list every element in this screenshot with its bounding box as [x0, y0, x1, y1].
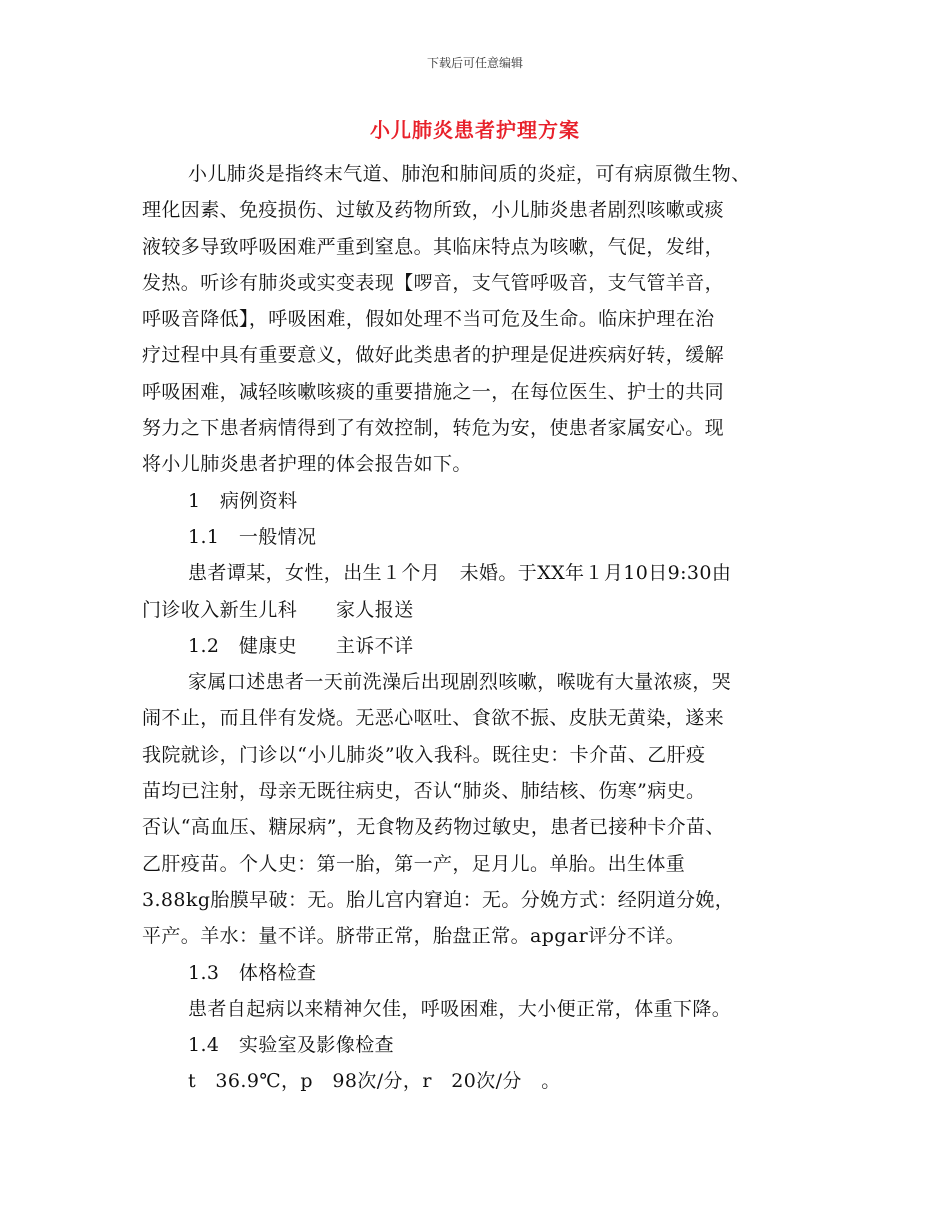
page-header: 下载后可任意编辑 — [426, 56, 523, 70]
intro-paragraph — [142, 156, 814, 483]
section-heading-1: 1 病例资料 — [188, 489, 298, 512]
text-line: 平产。羊水：量不详。脐带正常，胎盘正常。apgar评分不详。 — [142, 925, 686, 948]
section-heading-1-4: 1.4 实验室及影像检查 — [188, 1034, 395, 1057]
section-heading-1-2: 1.2 健康史 主诉不详 — [188, 634, 414, 657]
text-line: 否认“高血压、糖尿病”，无食物及药物过敏史，患者已接种卡介苗、 — [142, 816, 725, 839]
exam-paragraph: 患者自起病以来精神欠佳，呼吸困难，大小便正常，体重下降。 — [188, 997, 732, 1020]
document-body — [142, 156, 814, 1100]
text-line: 疗过程中具有重要意义，做好此类患者的护理是促进疾病好转，缓解 — [142, 344, 725, 367]
vitals-paragraph: t 36.9℃，p 98次/分，r 20次/分 。 — [188, 1070, 561, 1093]
text-line: 3.88kg胎膜早破：无。胎儿宫内窘迫：无。分娩方式：经阴道分娩， — [142, 888, 735, 911]
text-line: 呼吸音降低】，呼吸困难，假如处理不当可危及生命。临床护理在治 — [142, 308, 715, 331]
document-title: 小儿肺炎患者护理方案 — [370, 118, 580, 142]
text-line: 理化因素、免疫损伤、过敏及药物所致，小儿肺炎患者剧烈咳嗽或痰 — [142, 199, 725, 222]
text-line: 努力之下患者病情得到了有效控制，转危为安，使患者家属安心。现 — [142, 417, 725, 440]
general-paragraph — [142, 555, 814, 628]
text-line: 液较多导致呼吸困难严重到窒息。其临床特点为咳嗽，气促，发绀， — [142, 235, 725, 258]
section-heading-1-3: 1.3 体格检查 — [188, 961, 317, 984]
text-line: 呼吸困难，减轻咳嗽咳痰的重要措施之一，在每位医生、护士的共同 — [142, 380, 725, 403]
text-line: 门诊收入新生儿科 家人报送 — [142, 598, 414, 621]
text-line: 小儿肺炎是指终末气道、肺泡和肺间质的炎症，可有病原微生物、 — [188, 163, 751, 185]
text-line: 患者谭某，女性，出生１个月 未婚。于XX年１月10日9:30由 — [188, 562, 732, 585]
text-line: 将小儿肺炎患者护理的体会报告如下。 — [142, 453, 472, 476]
text-line: 闹不止，而且伴有发烧。无恶心呕吐、食欲不振、皮肤无黄染，遂来 — [142, 707, 725, 730]
text-line: 发热。听诊有肺炎或实变表现【啰音，支气管呼吸音，支气管羊音， — [142, 271, 725, 294]
section-heading-1-1: 1.1 一般情况 — [188, 525, 317, 548]
text-line: 乙肝疫苗。个人史：第一胎，第一产，足月儿。单胎。出生体重 — [142, 852, 686, 875]
text-line: 我院就诊，门诊以“小儿肺炎”收入我科。既往史：卡介苗、乙肝疫 — [142, 743, 706, 766]
text-line: 家属口述患者一天前洗澡后出现剧烈咳嗽，喉咙有大量浓痰，哭 — [188, 671, 732, 694]
history-paragraph — [142, 664, 814, 954]
text-line: 苗均已注射，母亲无既往病史，否认“肺炎、肺结核、伤寒”病史。 — [142, 780, 706, 803]
